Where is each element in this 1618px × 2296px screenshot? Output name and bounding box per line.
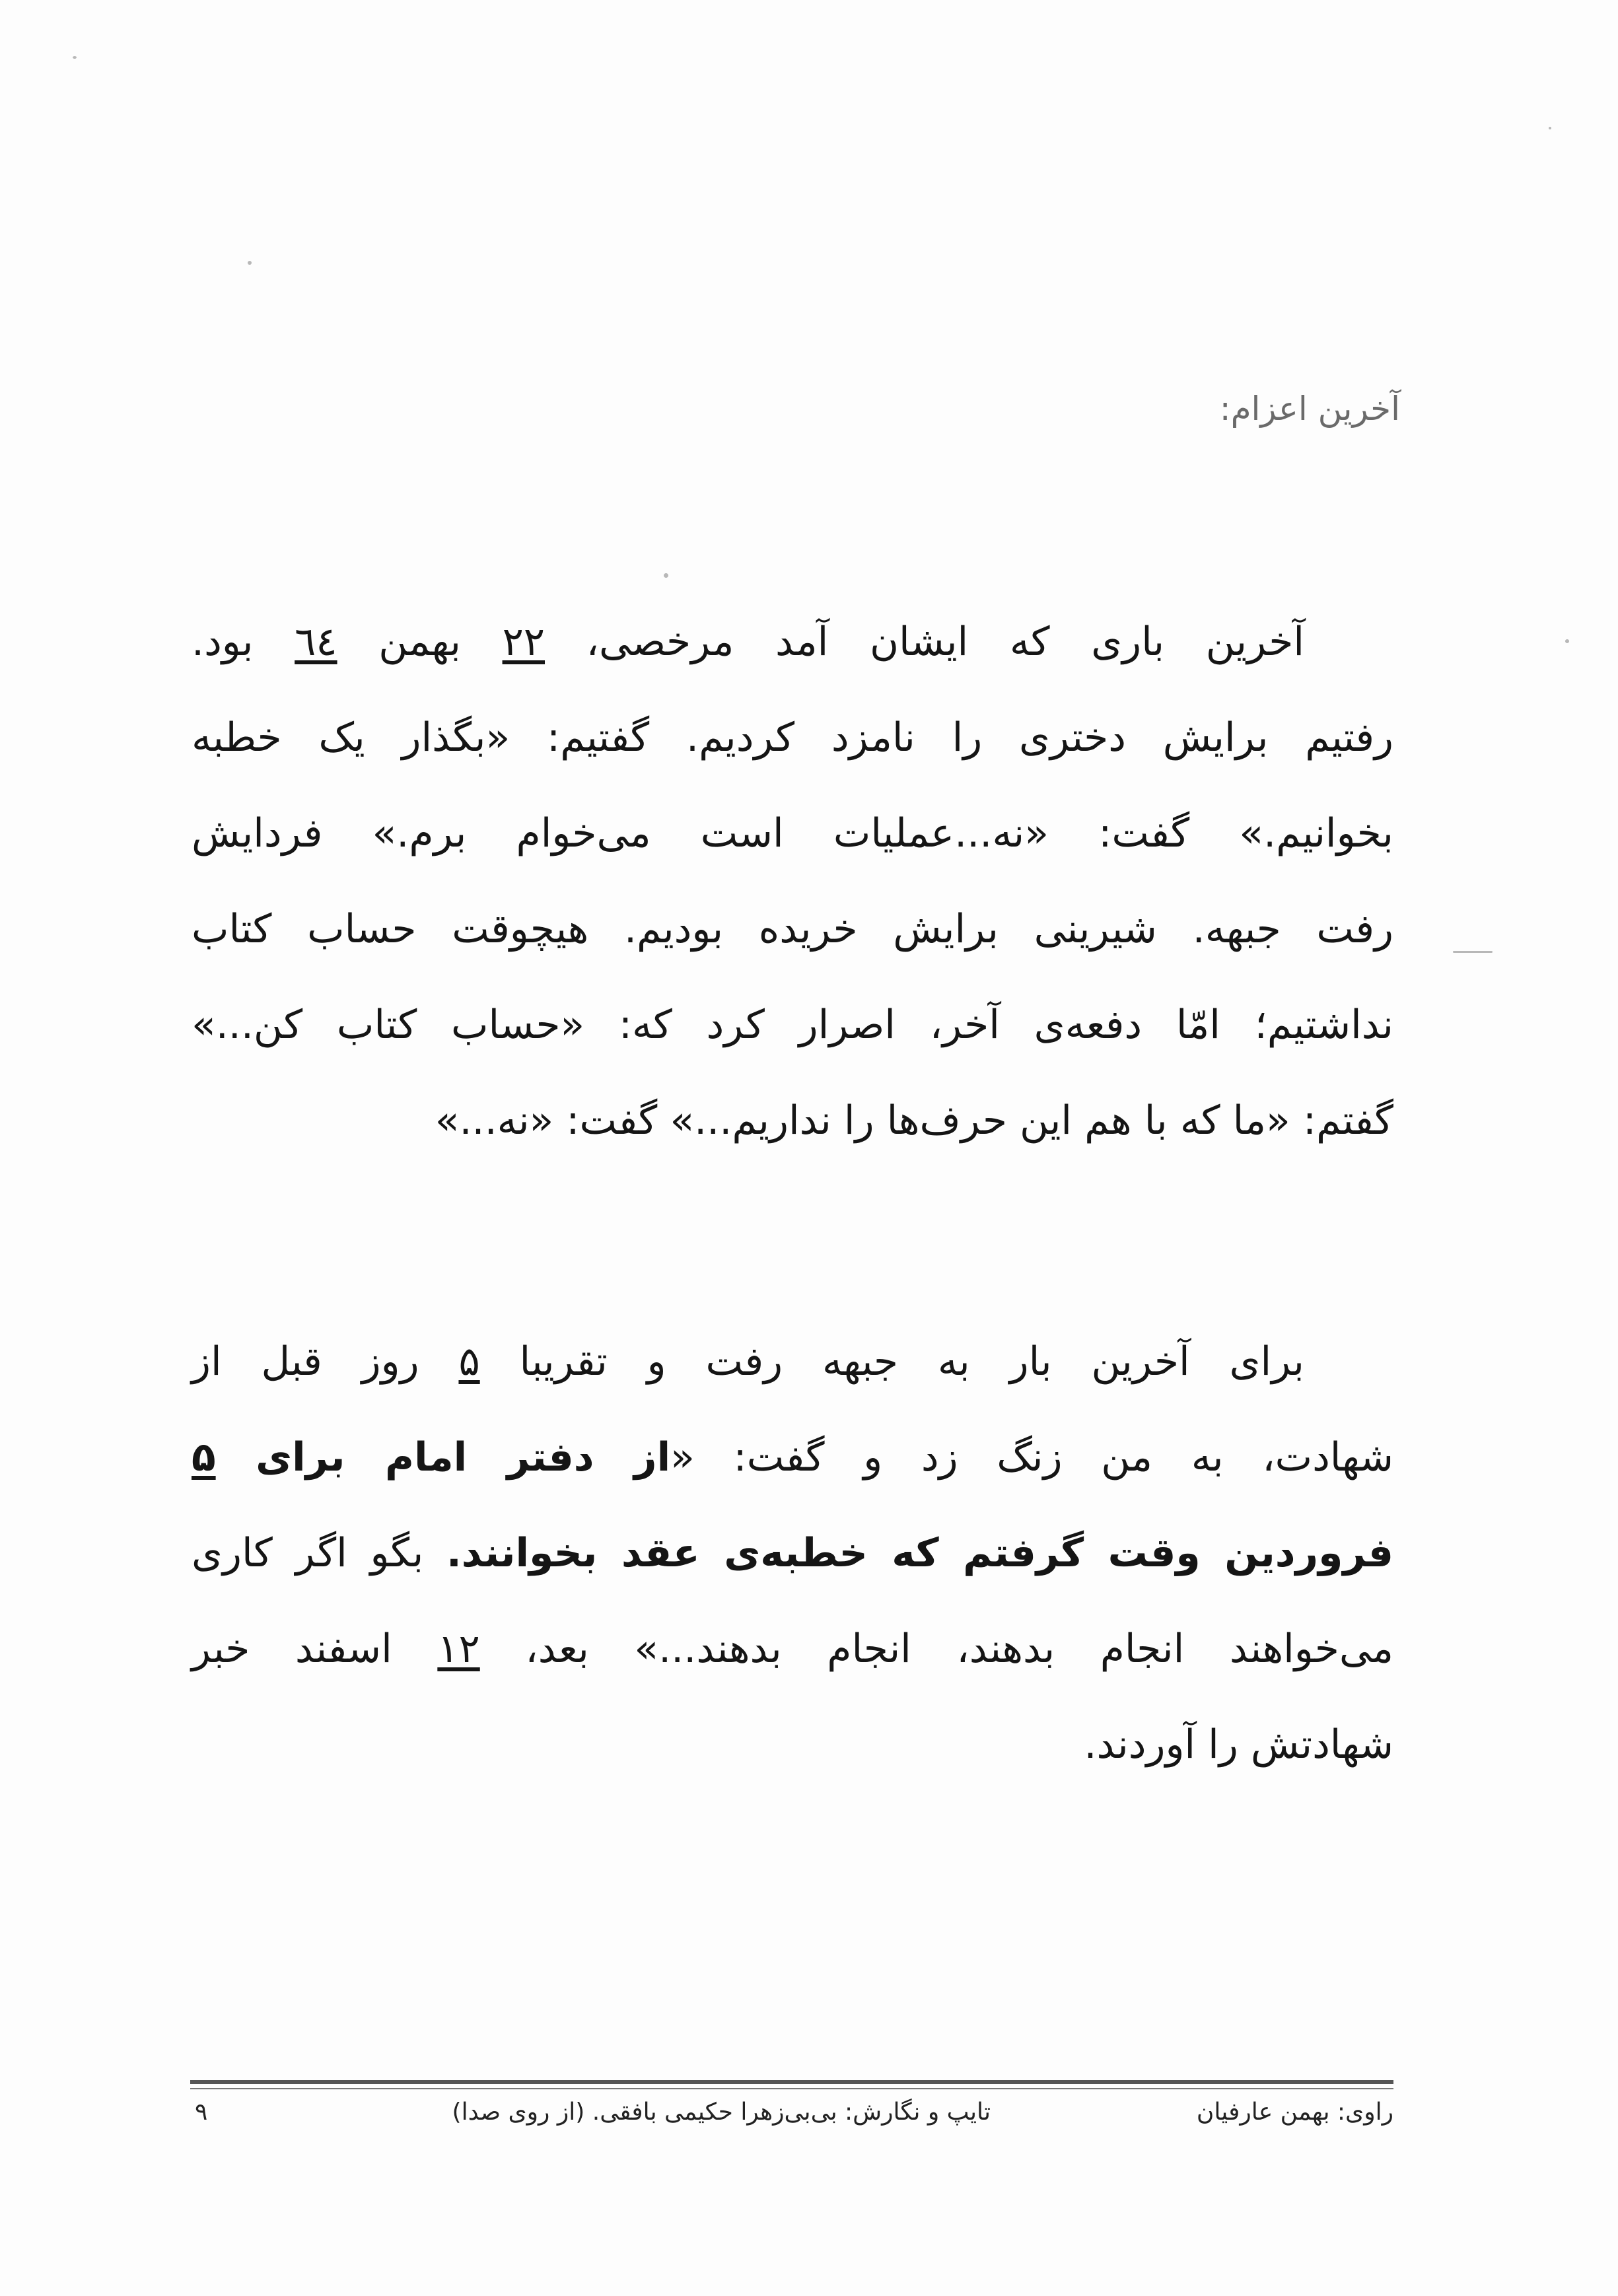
paragraph-1-line: بخوانیم.» گفت: «نه...عملیات است می‌خوام برم.» فردایش <box>192 810 1393 856</box>
paragraph-1-line: آخرین باری که ایشان آمد مرخصی، ۲۲ بهمن ٦٤ بود. <box>192 619 1304 665</box>
scan-speck <box>664 573 668 578</box>
footer-narrator: راوی: بهمن عارفیان <box>1196 2099 1393 2126</box>
paragraph-1 <box>192 594 1393 1169</box>
paragraph-2-line: می‌خواهند انجام بدهند، انجام بدهند...» بعد، ۱۲ اسفند خبر <box>192 1626 1393 1672</box>
section-title: آخرین اعزام: <box>1219 390 1400 428</box>
scan-speck <box>1565 639 1569 643</box>
scan-speck <box>248 261 252 265</box>
paragraph-1-line: رفتیم برایش دختری را نامزد کردیم. گفتیم: «بگذار یک خطبه <box>192 714 1393 761</box>
paragraph-2-line: فروردین وقت گرفتم که خطبه‌ی عقد بخوانند. بگو اگر کاری <box>192 1530 1393 1576</box>
paragraph-1-line: رفت جبهه. شیرینی برایش خریده بودیم. هیچوقت حساب کتاب <box>192 906 1393 952</box>
scan-speck <box>1453 951 1493 953</box>
page-number: ۹ <box>195 2099 208 2126</box>
paragraph-2-line: شهادتش را آوردند. <box>1084 1722 1393 1768</box>
scan-speck <box>1549 127 1551 129</box>
footer-typist: تایپ و نگارش: بی‌بی‌زهرا حکیمی بافقی. (از روی صدا) <box>452 2099 991 2126</box>
paragraph-1-line: نداشتیم؛ امّا دفعه‌ی آخر، اصرار کرد که: «حساب کتاب کن...» <box>192 1002 1393 1048</box>
paragraph-2-line: برای آخرین بار به جبهه رفت و تقریبا ۵ روز قبل از <box>192 1339 1304 1385</box>
footer-divider-thin <box>190 2088 1393 2089</box>
paragraph-2 <box>192 1314 1393 1793</box>
scan-speck <box>73 56 77 59</box>
footer-divider <box>190 2080 1393 2084</box>
paragraph-2-line: شهادت، به من زنگ زد و گفت: «از دفتر امام برای ۵ <box>192 1434 1394 1480</box>
paragraph-1-line: گفتم: «ما که با هم این حرف‌ها را نداریم...» گفت: «نه...» <box>435 1097 1393 1144</box>
